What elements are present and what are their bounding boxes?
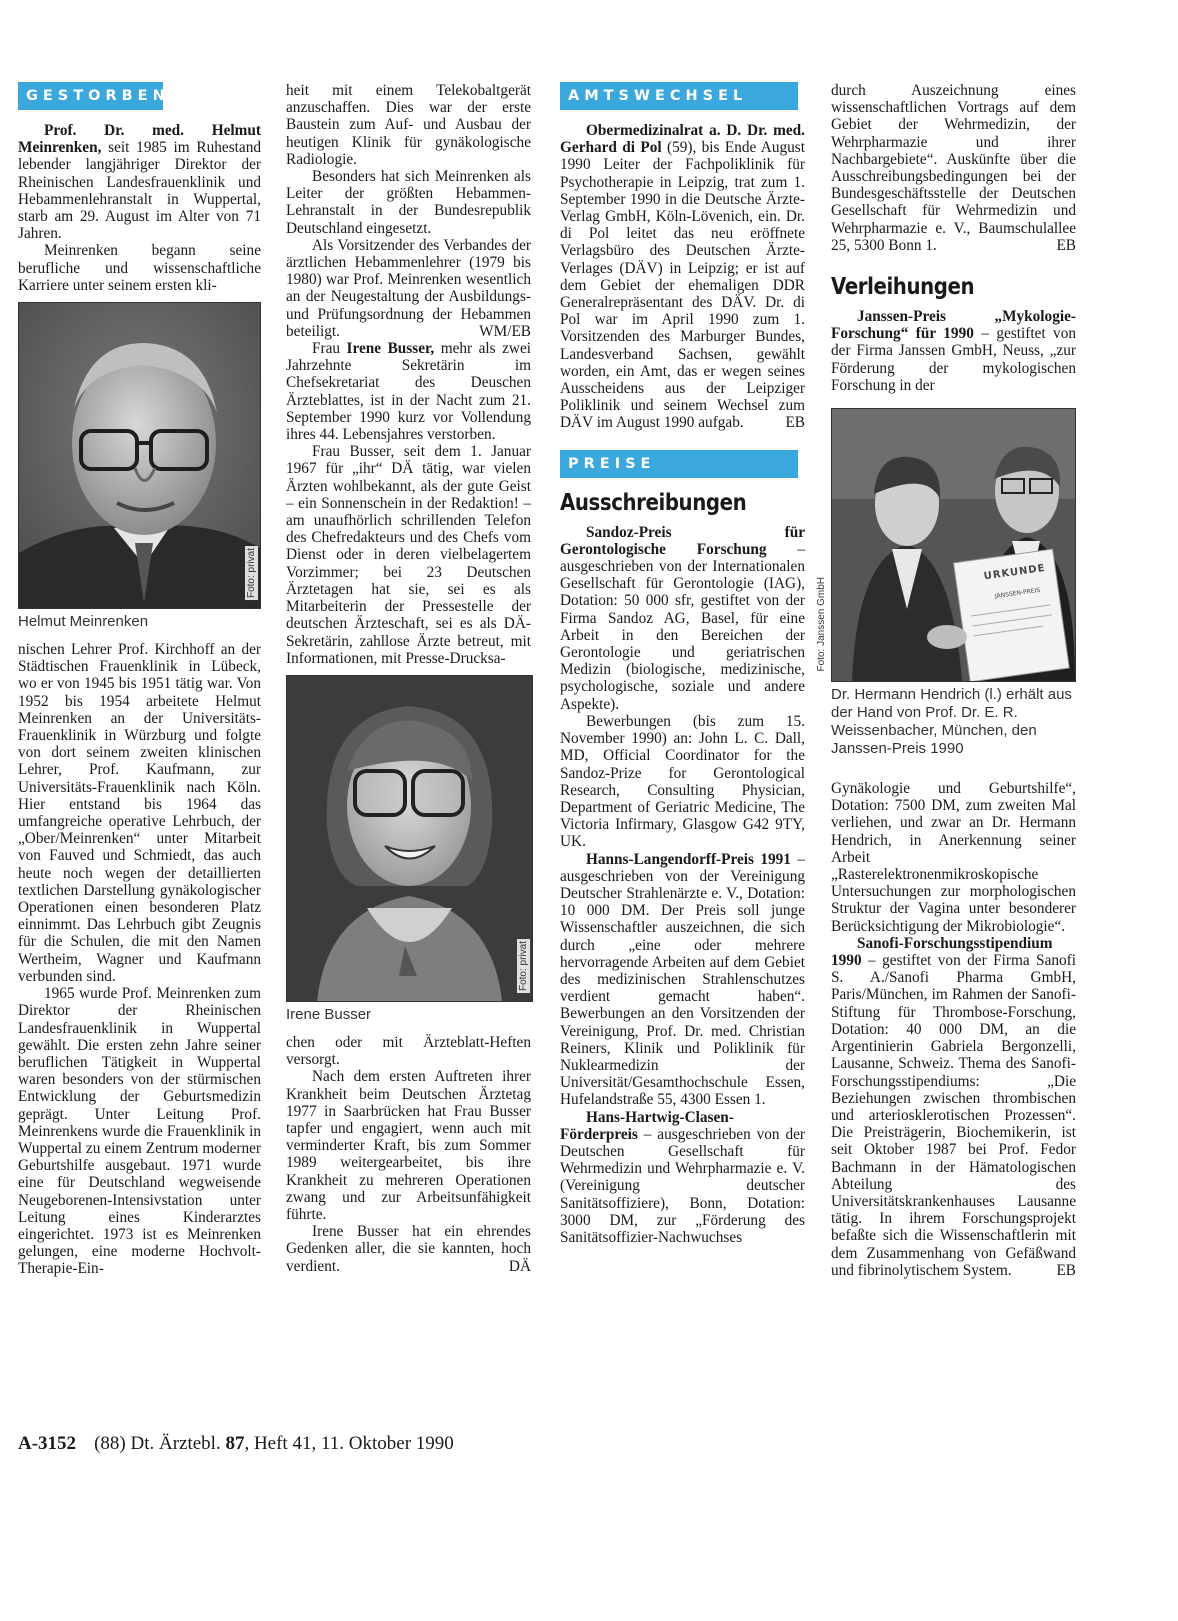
text: – gestiftet von der Firma Sanofi S. A./Sanofi Pharma GmbH, Paris/München, im Rahmen der Sanofi-Stiftung für Thrombose-Forschung, Dotation: 40 000 DM, an die Argentinierin Gabriela Bergonzelli, Lausanne, Schweiz. Thema des Sanofi-Forschungsstipendiums: „Die Beziehungen zwischen thrombischen und arteriosklerotischen Prozessen“. Die Preisträgerin, Biochemikerin, ist seit Oktober 1987 bei Prof. Fedor Bachmann in der Hämatologischen Abteilung des Universitätskrankenhauses Lausanne tätig. In ihrem Forschungsprojekt befaßte sich die Wissenschaftlerin mit dem Zusammenhang von Gefäßwand und fibrinolytischem System.: [831, 952, 1076, 1279]
journal-volume: 87: [225, 1433, 245, 1454]
column-4: [816, 82, 1077, 1279]
author-initials: EB: [1056, 1261, 1076, 1279]
author-initials: DÄ: [508, 1257, 531, 1275]
prize-name-bold: Hans-Hartwig-Clasen-Förderpreis: [560, 1108, 734, 1143]
paragraph: [286, 237, 531, 340]
name-bold: Irene Busser,: [346, 340, 435, 358]
paragraph: Nach dem ersten Auftreten ihrer Krankheit beim Deutschen Ärztetag 1977 in Saarbrücken hat Frau Busser tapfer und engagiert, wenn auch mit verminderter Kraft, bis zum Sommer 1989 weitergearbeitet, bis ihre Krankheit zu mehreren Operationen zwang und zur Arbeitsunfähigkeit führte.: [286, 1068, 531, 1223]
photo-caption: Irene Busser: [286, 1005, 372, 1023]
paragraph: [286, 1223, 531, 1275]
text: seit 1985 im Ruhestand lebender langjähriger Direktor der Rheinischen Landesfrauenklinik und Hebammenlehranstalt in Wuppertal, starb am 29. August im Alter von 71 Jahren.: [18, 139, 261, 243]
certificate-subtitle: JANSSEN-PREIS: [994, 586, 1041, 601]
paragraph: [831, 82, 1076, 254]
page-footer: [18, 1433, 454, 1455]
portrait-photo-meinrenken: [18, 302, 261, 609]
column-2: [286, 82, 531, 1275]
author-initials: EB: [785, 414, 805, 432]
obituary-busser-intro: [286, 340, 531, 443]
section-header-preise: PREISE: [560, 450, 798, 478]
paragraph: Frau Busser, seit dem 1. Januar 1967 für „ihr“ DÄ tätig, war vielen Ärzten wohlbekannt, als der gute Geist – ein Sonnenschein in der Redaktion! – am unaufhörlich schrillenden Telefon des Chefredakteurs und des Chefs vom Dienst oder in deren vielbelagertem Vorzimmer; bei 23 Deutschen Ärztetagen hat sie, sei es als Mitarbeiterin der Pressestelle der deutschen Ärzteschaft, sei es als DÄ-Sekretärin, zahllose Ärzte betreut, mit Informationen, mit Presse-Drucksa-: [286, 443, 531, 667]
award-name-bold: Janssen-Preis „Mykologie-Forschung“ für 1990: [831, 308, 1076, 343]
author-initials: EB: [1056, 236, 1076, 254]
name-bold: Obermedizinalrat a. D. Dr. med. Gerhard di Pol: [560, 122, 805, 157]
paragraph: Gynäkologie und Geburtshilfe“, Dotation: 7500 DM, zum zweiten Mal verliehen, und zwar an Dr. Hermann Hendrich, in Anerkennung seiner Arbeit „Rasterelektronenmikroskopische Untersuchungen zur morphologischen Struktur der Vagina unter besonderer Berücksichtigung der Mikrobiologie“.: [831, 780, 1076, 935]
headline-verleihungen: Verleihungen: [831, 274, 975, 301]
paragraph: 1965 wurde Prof. Meinrenken zum Direktor der Rheinischen Landesfrauenklinik in Wuppertal gewählt. Die ersten zehn Jahre seiner beruflichen Tätigkeit in Wuppertal waren besonders von der stürmischen Entwicklung der Geburtsmedizin geprägt. Unter Leitung Prof. Meinrenkens wurde die Frauenklinik in Wuppertal zu einem Zentrum moderner Geburtshilfe ausgebaut. 1971 wurde eine für Deutschland wegweisende Neugeborenen-Intensivstation unter Leitung eines Kinderarztes eingerichtet. 1973 ist es Meinrenken gelungen, eine moderne Hochvolt-Therapie-Ein-: [18, 985, 261, 1278]
portrait-image: [287, 676, 532, 1001]
obituary-meinrenken-intro: [18, 122, 261, 242]
journal-citation-pre: (88) Dt. Ärztebl.: [94, 1433, 226, 1454]
award-image: [832, 409, 1075, 681]
award-photo-janssen: [816, 408, 1076, 682]
text: – ausgeschrieben von der Vereinigung Deutscher Strahlenärzte e. V., Dotation: 10 000 DM. Der Preis soll junge Wissenschaftler auszeichnen, die sich durch „eine oder mehrere hervorragende Arbeiten auf dem Gebiet des medizinischen Strahlenschutzes verdient gemacht haben“. Bewerbungen an den Vorsitzenden der Vereinigung, Prof. Dr. med. Christian Reiners, Klinik und Poliklinik für Nuklearmedizin der Universität/Gesamthochschule Essen, Hufelandstraße 55, 4300 Essen 1.: [560, 850, 805, 1109]
award-sanofi: [831, 935, 1076, 1279]
prize-clasen: [560, 1109, 805, 1247]
text: – ausgeschrieben von der Internationalen Gesellschaft für Gerontologie (IAG), Dotation: 50 000 sfr, gestiftet von der Firma Sandoz AG, Basel, für eine Arbeit in den Bereichen der Gerontologie und geriatrischen Medizin (biologische, medizinische, psychologische, soziale und andere Aspekte).: [560, 540, 805, 713]
prize-name-bold: Sandoz-Preis für Gerontologische Forschung: [560, 523, 805, 558]
amtswechsel-di-pol: [560, 122, 805, 432]
text: (59), bis Ende August 1990 Leiter der Fachpoliklinik für Psychotherapie in Leipzig, trat zum 1. September 1990 in die Deutsche Ärzte-Verlag GmbH, Köln-Lövenich, ein. Dr. di Pol leitet das neu eröffnete Verlagsbüro des Deutschen Ärzte-Verlages (DÄV) in Leipzig; er ist auf dem Gebiet der ehemaligen DDR Generalrepräsentant des DÄV. Dr. di Pol war im April 1990 zum 1. Vorsitzenden des Marburger Bundes, Landesverband Sachsen, gewählt worden, ein Amt, das er wegen seines Ausscheidens aus der Leipziger Poliklinik und seinem Wechsel zum DÄV im August 1990 aufgab.: [560, 139, 805, 432]
prize-langendorff: [560, 851, 805, 1109]
section-header-gestorben: GESTORBEN: [18, 82, 163, 110]
paragraph: Meinrenken begann seine berufliche und wissenschaftliche Karriere unter seinem ersten kli-: [18, 242, 261, 294]
photo-credit: Foto: Janssen GmbH: [816, 576, 827, 672]
author-initials: WM/EB: [479, 322, 531, 340]
paragraph: Besonders hat sich Meinrenken als Leiter der größten Hebammen-Lehranstalt in der Bundesrepublik Deutschland eingesetzt.: [286, 168, 531, 237]
column-1: [18, 82, 261, 1278]
text: Irene Busser hat ein ehrendes Gedenken aller, die sie kannten, hoch verdient.: [286, 1223, 531, 1275]
prize-name-bold: Hanns-Langendorff-Preis 1991: [586, 850, 791, 868]
award-janssen: [831, 308, 1076, 394]
paragraph: heit mit einem Telekobaltgerät anzuschaffen. Dies war der erste Baustein zum Auf- und Ausbau der heutigen Klinik für gynäkologische Radiologie.: [286, 82, 531, 168]
text: durch Auszeichnung eines wissenschaftlichen Vortrags auf dem Gebiet der Wehrmedizin, der Wehrpharmazie und ihrer Nachbargebiete“. Auskünfte über die Ausschreibungsbedingungen bei der Bundesgeschäftsstelle der Deutschen Gesellschaft für Wehrmedizin und Wehrpharmazie e. V., Baumschulallee 25, 5300 Bonn 1.: [831, 82, 1076, 254]
section-header-amtswechsel: AMTSWECHSEL: [560, 82, 798, 110]
headline-ausschreibungen: Ausschreibungen: [560, 489, 747, 516]
page-id: A-3152: [18, 1433, 77, 1454]
paragraph: Bewerbungen (bis zum 15. November 1990) an: John L. C. Dall, MD, Official Coordinator for the Sandoz-Prize for Gerontological Research, Consulting Physician, Department of Geriatric Medicine, The Victoria Infirmary, Glasgow G42 9TY, UK.: [560, 712, 805, 851]
paragraph: nischen Lehrer Prof. Kirchhoff an der Städtischen Frauenklinik in Lübeck, wo er von 1945 bis 1951 tätig war. Von 1952 bis 1954 arbeitete Helmut Meinrenken an der Universitäts-Frauenklinik in Würzburg und folgte von dort seinem zweiten klinischen Lehrer, Prof. Kaufmann, zur Universitäts-Frauenklinik nach Köln. Hier entstand bis 1964 das umfangreiche operative Lehrbuch, der „Ober/Meinrenken“ unter Mitarbeit von Fauved und Schmiedt, das auch heute noch wegen der detaillierten textlichen Darstellung gynäkologischer Operationen einen besonderen Platz einnimmt. Das Lehrbuch gibt Zeugnis für die Schulen, die mit den Namen Wertheim, Wagner und Kaufmann verbunden sind.: [18, 641, 261, 985]
photo-caption: Dr. Hermann Hendrich (l.) erhält aus der Hand von Prof. Dr. E. R. Weissenbacher, München, den Janssen-Preis 1990: [831, 686, 1072, 758]
text: Als Vorsitzender des Verbandes der ärztlichen Hebammenlehrer (1979 bis 1980) war Prof. Meinrenken wesentlich an der Neugestaltung der Ausbildungs- und Prüfungsordnung der Hebammen beteiligt.: [286, 236, 531, 340]
certificate-title: URKUNDE: [983, 562, 1047, 583]
name-bold: Prof. Dr. med. Helmut Meinrenken,: [18, 122, 261, 157]
photo-credit: Foto: privat: [246, 548, 257, 599]
paragraph: chen oder mit Ärzteblatt-Heften versorgt.: [286, 1033, 531, 1069]
award-name-bold: Sanofi-Forschungsstipendium 1990: [831, 934, 1053, 970]
journal-citation-post: , Heft 41, 11. Oktober 1990: [244, 1433, 454, 1454]
prize-sandoz: [560, 524, 805, 713]
text: mehr als zwei Jahrzehnte Sekretärin im Chefsekretariat des Deuschen Ärzteblattes, ist in der Nacht zum 21. September 1990 kurz vor Vollendung ihres 44. Lebensjahres verstorben.: [286, 340, 531, 444]
portrait-image: [19, 303, 260, 608]
text: – gestiftet von der Firma Janssen GmbH, Neuss, „zur Förderung der mykologischen Forschung in der: [831, 325, 1077, 394]
text: Frau: [312, 340, 347, 358]
photo-caption: Helmut Meinrenken: [18, 613, 149, 631]
portrait-photo-busser: [286, 675, 533, 1002]
photo-credit: Foto: privat: [518, 940, 529, 991]
text: – ausgeschrieben von der Deutschen Gesellschaft für Wehrmedizin und Wehrpharmazie e. V. (Vereinigung deutscher Sanitätsoffiziere), Bonn, Dotation: 3000 DM, zur „Förderung des Sanitätsoffizier-Nachwuchses: [560, 1125, 805, 1246]
column-3: [560, 82, 805, 1246]
